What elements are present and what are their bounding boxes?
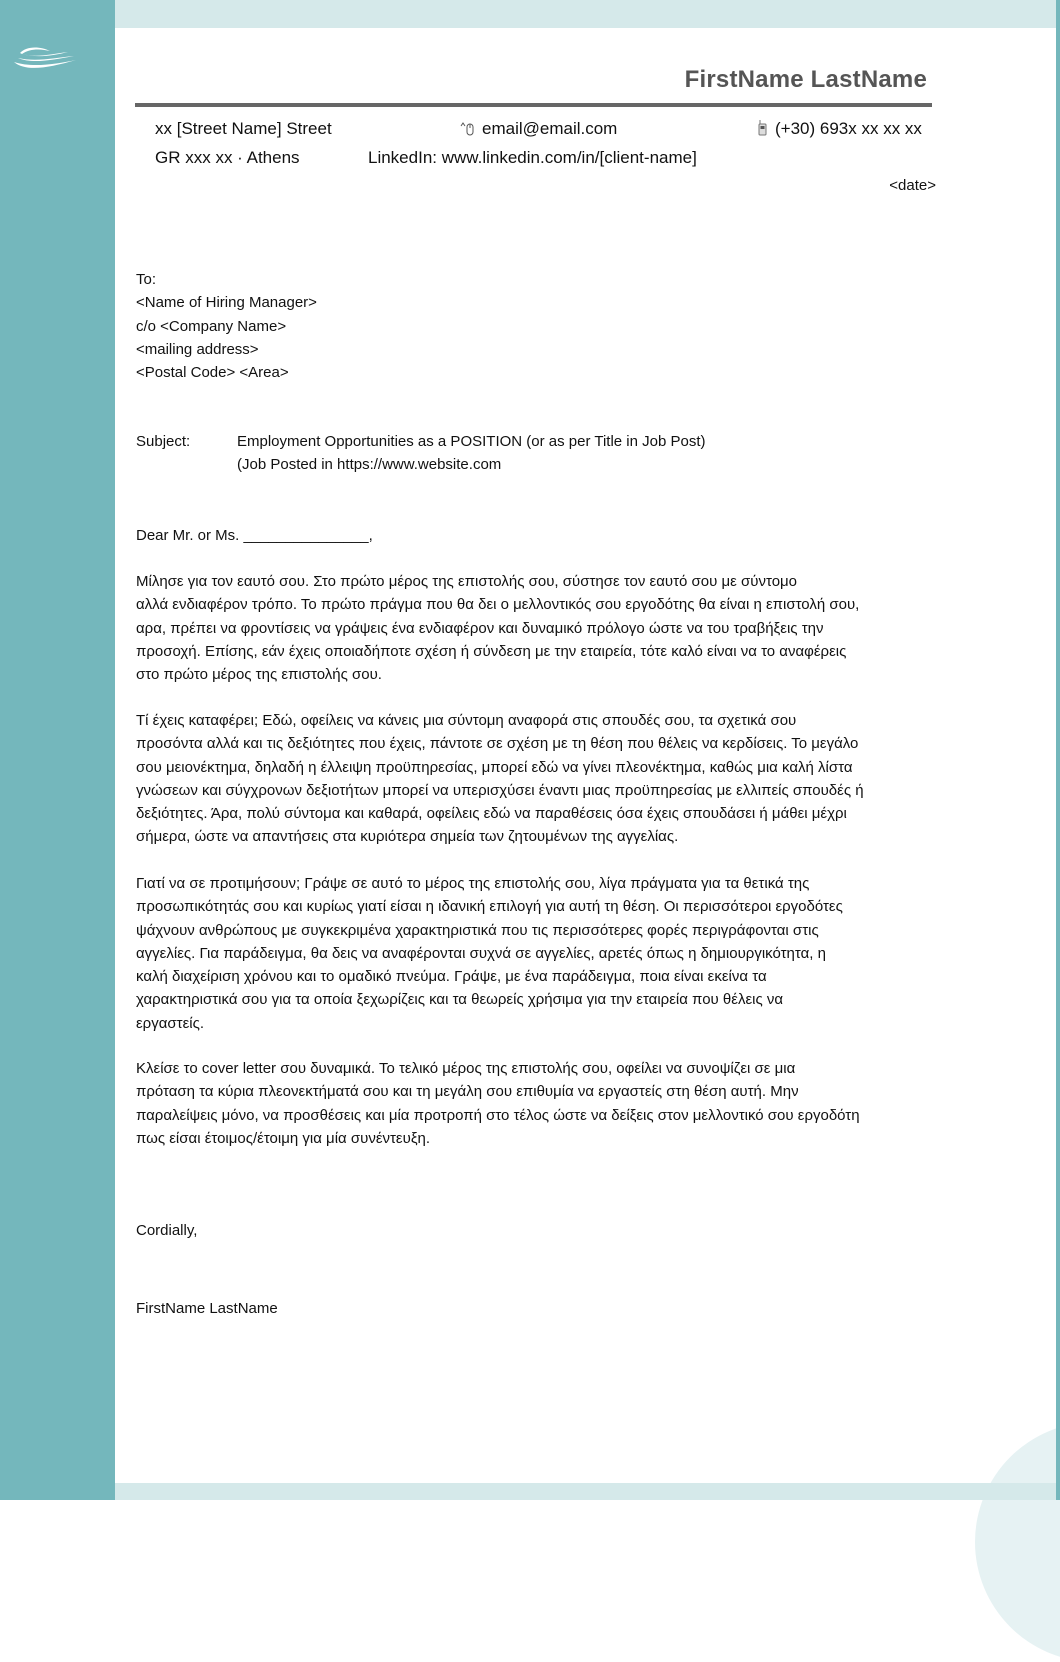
bottom-decorative-band — [115, 1483, 1056, 1500]
paragraph-introduction — [136, 570, 936, 686]
paragraph-line: Μίλησε για τον εαυτό σου. Στο πρώτο μέρος της επιστολής σου, σύστησε τον εαυτό σου με σύντομο — [136, 573, 798, 590]
contact-city: GR xxx xx · Athens — [155, 148, 300, 167]
paragraph-line: παραλείψεις μόνο, να προσθέσεις και μία προτροπή στο τέλος ώστε να δείξεις στον μελλοντικό σου εργοδότη — [136, 1106, 860, 1124]
paragraph-line: εργαστείς. — [136, 1014, 204, 1032]
salutation: Dear Mr. or Ms. _______________, — [136, 527, 373, 544]
email-text: email@email.com — [482, 119, 618, 138]
mouse-icon — [460, 122, 476, 136]
paragraph-line: Γιατί να σε προτιμήσουν; Γράψε σε αυτό το μέρος της επιστολής σου, λίγα πράγματα για τα θετικά της — [136, 875, 810, 892]
recipient-line: <mailing address> — [136, 340, 259, 358]
left-sidebar-band — [0, 0, 115, 1500]
subject-label: Subject: — [136, 433, 191, 450]
paragraph-line: καλή διαχείριση χρόνου και το ομαδικό πνεύμα. Γράψε, με ένα παράδειγμα, ποια είναι εκείνα τα — [136, 968, 767, 986]
paragraph-line: προσοχή. Επίσης, εάν έχεις οποιαδήποτε σχέση ή σύνδεση με την εταιρεία, τότε καλό είναι να το αναφέρεις — [136, 642, 847, 660]
header-divider — [135, 103, 932, 107]
paragraph-line: σήμερα, ώστε να απαντήσεις στα κυριότερα σημεία των ζητουμένων της αγγελίας. — [136, 828, 679, 846]
applicant-name-header: FirstName LastName — [684, 66, 927, 93]
paragraph-line: γνώσεων και σύγχρονων δεξιοτήτων μπορεί να υπερισχύσει έναντι μιας προϋπηρεσίας με ελλιπείς σπουδές ή — [136, 781, 864, 799]
letter-date: <date> — [889, 177, 936, 194]
phone-text: (+30) 693x xx xx xx — [775, 119, 922, 138]
paragraph-achievements — [136, 709, 936, 849]
contact-linkedin: LinkedIn: www.linkedin.com/in/[client-name] — [368, 148, 697, 167]
right-decorative-strip — [1056, 0, 1060, 1500]
paragraph-line: στο πρώτο μέρος της επιστολής σου. — [136, 666, 382, 684]
paragraph-line: Κλείσε το cover letter σου δυναμικά. Το τελικό μέρος της επιστολής σου, οφείλει να συνοψίζει σε μια — [136, 1060, 796, 1077]
paragraph-line: αλλά ενδιαφέρον τρόπο. Το πρώτο πράγμα που θα δει ο μελλοντικός σου εργοδότης θα είναι η επιστολή σου, — [136, 596, 860, 614]
paragraph-line: προσόντα αλλά και τις δεξιότητες που έχεις, πάντοτε σε σχέση με τη θέση που θέλεις να κερδίσεις. Το μεγάλο — [136, 735, 859, 753]
paragraph-line: σου μειονέκτημα, δηλαδή η έλλειψη προϋπηρεσίας, μπορεί εδώ να γίνει πλεονέκτημα, καθώς μια καλή λίστα — [136, 758, 853, 776]
paragraph-line: χαρακτηριστικά σου για τα οποία ξεχωρίζεις και τα θεωρείς χρήσιμα για την εταιρεία που θέλεις να — [136, 991, 784, 1009]
recipient-line: <Name of Hiring Manager> — [136, 294, 317, 312]
paragraph-line: αρα, πρέπει να φροντίσεις να γράψεις ένα ενδιαφέρον και δυναμικό πρόλογο ώστε να του τραβήξεις την — [136, 619, 824, 637]
paragraph-line: Τί έχεις καταφέρει; Εδώ, οφείλεις να κάνεις μια σύντομη αναφορά στις σπουδές σου, τα σχετικά σου — [136, 712, 797, 729]
subject-line: (Job Posted in https://www.website.com — [237, 456, 502, 474]
corner-decorative-circle — [975, 1422, 1060, 1662]
mobile-phone-icon — [757, 120, 769, 136]
paragraph-line: αγγελίες. Για παράδειγμα, θα δεις να αναφέρονται συχνά σε αγγελίες, αρετές όπως η δημιουργικότητα, η — [136, 944, 826, 962]
recipient-block — [136, 268, 317, 384]
paragraph-line: δεξιότητες. Άρα, πολύ σύντομα και καθαρά, οφείλεις εδώ να παραθέσεις όσα έχεις σπουδάσει ή μάθει μέχρι — [136, 805, 847, 823]
contact-phone — [757, 119, 922, 139]
top-decorative-band — [115, 0, 1056, 28]
paragraph-line: πως είσαι έτοιμος/έτοιμη για μία συνέντευξη. — [136, 1129, 431, 1147]
paragraph-line: πρόταση τα κύρια πλεονεκτήματά σου και τη μεγάλη σου επιθυμία να εργαστείς στη θέση αυτή. Μην — [136, 1083, 799, 1101]
recipient-line: c/o <Company Name> — [136, 317, 287, 335]
recipient-to-label: To: — [136, 271, 157, 288]
paragraph-line: προσωπικότητάς σου και κυρίως γιατί είσαι η ιδανική επιλογή για αυτή τη θέση. Οι περισσότεροι εργοδότες — [136, 898, 843, 916]
contact-street: xx [Street Name] Street — [155, 119, 332, 138]
recipient-line: <Postal Code> <Area> — [136, 364, 289, 382]
paragraph-why-choose — [136, 872, 936, 1035]
paragraph-line: ψάχνουν ανθρώπους με συγκεκριμένα χαρακτηριστικά που τις περισσότερες φορές περιγράφονται στις — [136, 921, 819, 939]
signature-name: FirstName LastName — [136, 1300, 278, 1317]
wave-logo-icon — [8, 42, 78, 70]
paragraph-closing — [136, 1057, 936, 1150]
closing-phrase: Cordially, — [136, 1222, 198, 1239]
subject-line: Employment Opportunities as a POSITION (or as per Title in Job Post) — [237, 433, 706, 450]
contact-email — [460, 119, 617, 139]
